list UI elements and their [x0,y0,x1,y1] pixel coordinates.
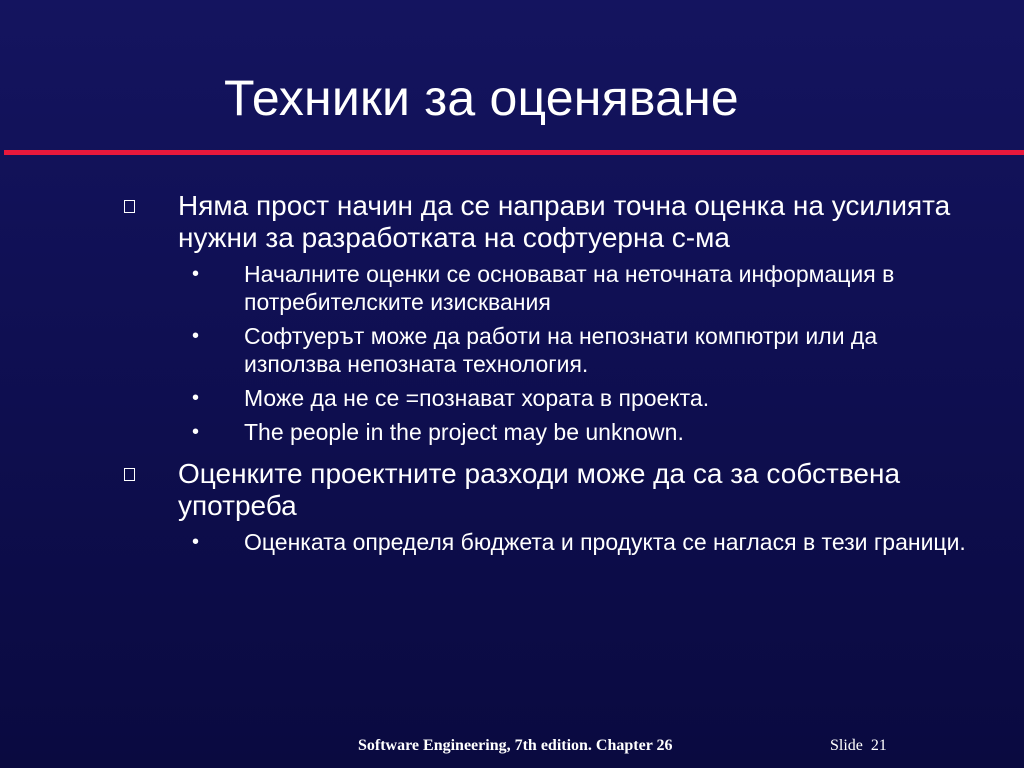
sub-bullet-item [192,384,974,412]
slide-title: Техники за оценяване [224,70,739,126]
sub-bullet-text: Оценката определя бюджета и продукта се наглася в тези граници. [244,529,966,555]
footer-source: Software Engineering, 7th edition. Chapter 26 [358,737,673,754]
sub-bullet-item [192,322,974,378]
sub-bullet-text: Софтуерът може да работи на непознати компютри или да използва непозната технология. [244,323,878,377]
sub-bullet-dot: • [192,387,200,409]
sub-bullet-text: The people in the project may be unknown. [244,419,684,445]
sub-bullet-text: Началните оценки се основават на неточната информация в потребителските изисквания [244,261,895,315]
square-bullet-icon [124,200,135,213]
square-bullet-icon [124,468,135,481]
sub-bullet-item [192,418,974,446]
sub-bullet-dot: • [192,421,200,443]
title-divider [4,150,1024,155]
footer-slide-indicator [830,736,887,756]
sub-bullet-item [192,260,974,316]
slide-label: Slide [830,737,863,754]
bullet-text: Оценките проектните разходи може да са за собствена употреба [178,458,901,521]
bullet-item [178,458,978,522]
sub-bullet-dot: • [192,325,200,347]
bullet-text: Няма прост начин да се направи точна оценка на усилията нужни за разработката на софтуерна с-ма [178,190,951,253]
slide-content [0,190,1024,556]
sub-bullet-item [192,528,974,556]
sub-bullet-text: Може да не се =познават хората в проекта. [244,385,710,411]
bullet-item [178,190,978,254]
sub-bullet-dot: • [192,263,200,285]
sub-bullet-dot: • [192,531,200,553]
slide-number: 21 [870,737,887,754]
